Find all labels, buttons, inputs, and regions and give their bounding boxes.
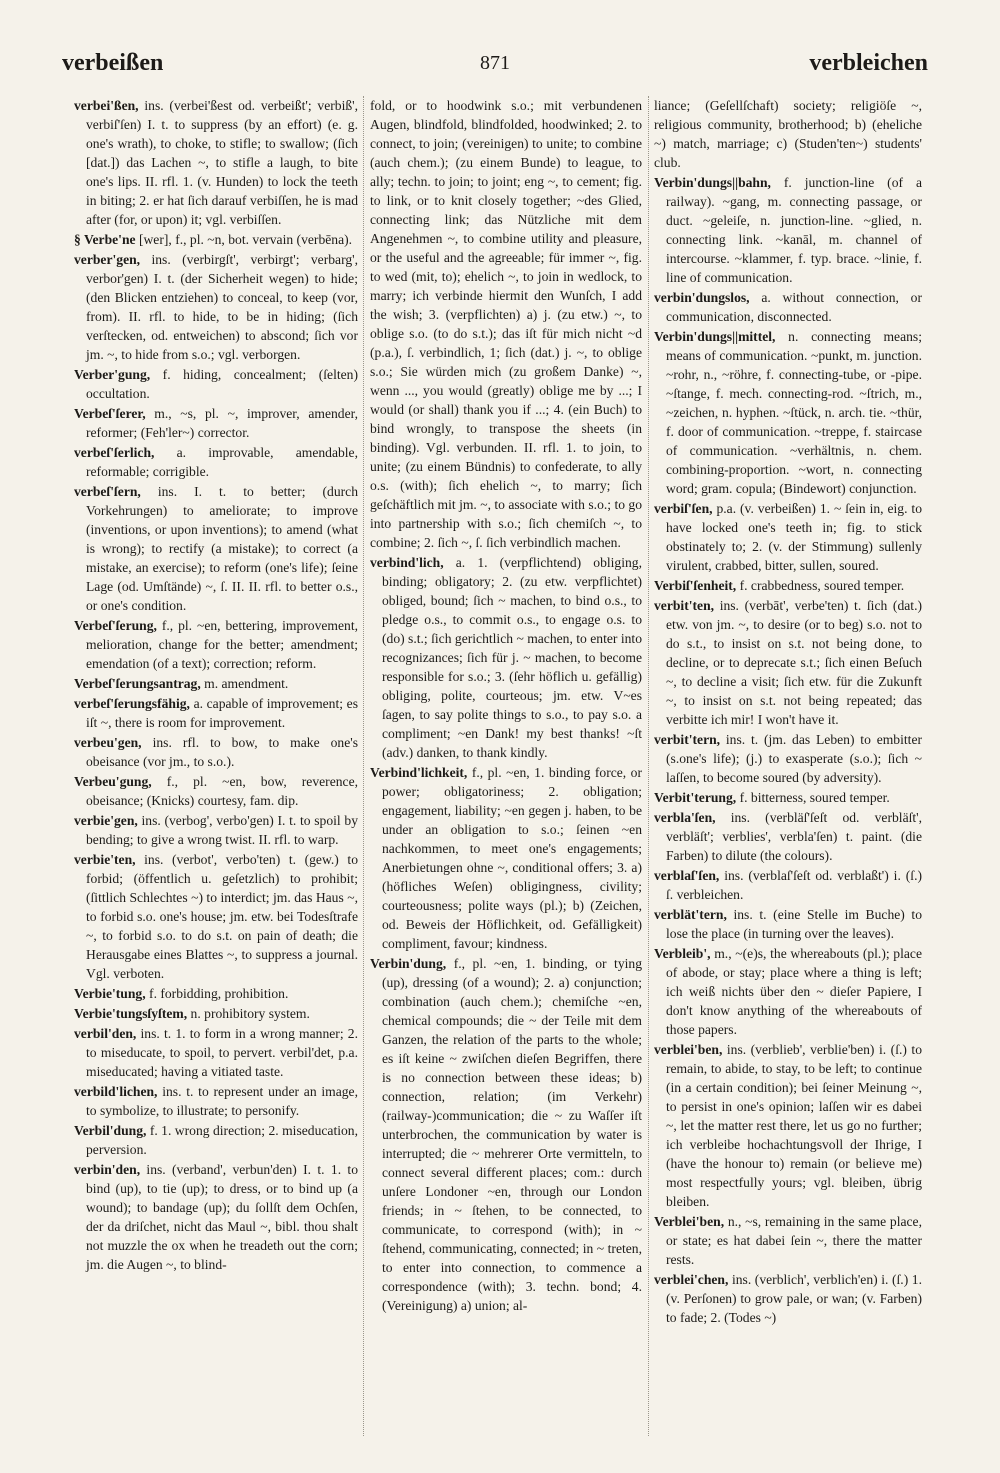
dictionary-column-3 [654,96,922,1441]
dictionary-entry [654,499,922,575]
entry-headword: Verbind'lichkeit, [370,765,468,780]
entry-headword: § Verbe'ne [74,232,136,247]
entry-definition: liance; (Geſellſchaft) society; religiöſe ~, religious community, brotherhood; b) (eheliche ~) match, marriage; c) (Studen'ten~) students' club. [654,98,922,170]
entry-headword: Verbleib', [654,946,711,961]
entry-definition: [wer], f., pl. ~n, bot. vervain (verbēna). [135,232,353,247]
dictionary-entry [74,850,358,983]
entry-headword: Verbeſ'ſerungsantrag, [74,676,201,691]
entry-headword: Verbie'tung, [74,986,146,1001]
dictionary-entry [74,1121,358,1159]
dictionary-entry [654,1212,922,1269]
dictionary-entry [654,596,922,729]
entry-definition: f., pl. ~en, 1. binding force, or power; obligatoriness; 2. obligation; engagement, liability; ~en gegen j. haben, to be under an obligation to s.o.; ſeinen ~en nachkommen, to meet one's engagements; Anerbietungen ohne ~, conditional offers; 3. a) (höfliches Weſen) obligingness, civility; courteousness; polite ways (pl.); b) (Zeichen, od. Beweis der Höflichkeit, od. Gefälligkeit) compliment, favour; kindness. [382,765,642,951]
dictionary-entry [654,944,922,1039]
entry-headword: Verbeſ'ſerung, [74,618,157,633]
entry-definition: ins. (verband', verbun'den) I. t. 1. to bind (up), to tie (up); to dress, or to bind up (a wound); to bandage (up); du ſollſt dem Ochſen, der da driſchet, nicht das Maul ~, bibl. thou shalt not muzzle the ox when he treadeth out the corn; jm. die Augen ~, to blind- [86,1162,358,1272]
entry-headword: Verbeſ'ſerer, [74,406,146,421]
entry-headword: verbie'ten, [74,852,136,867]
dictionary-entry [74,230,358,249]
dictionary-column-1 [74,96,358,1441]
dictionary-entry [74,1024,358,1081]
dictionary-entry [74,1160,358,1274]
dictionary-entry [74,811,358,849]
entry-headword: verbind'lich, [370,555,444,570]
entry-definition: f. hiding, concealment; (ſelten) occultation. [86,367,358,401]
entry-headword: verbil'den, [74,1026,137,1041]
entry-definition: ins. t. 1. to form in a wrong manner; 2. to miseducate, to spoil, to pervert. verbil'det, p.a. miseducated; having a vitiated taste. [86,1026,358,1079]
dictionary-entry [74,772,358,810]
header-left-guide-word: verbeißen [62,50,164,76]
dictionary-entry [654,866,922,904]
entry-headword: Verbil'dung, [74,1123,147,1138]
dictionary-entry [74,250,358,364]
dictionary-entry [74,733,358,771]
dictionary-entry [654,288,922,326]
dictionary-entry [370,96,642,552]
dictionary-entry [74,96,358,229]
dictionary-entry [74,674,358,693]
entry-definition: ins. t. to represent under an image, to symbolize, to illustrate; to personify. [86,1084,358,1118]
entry-headword: Verbeu'gung, [74,774,152,789]
entry-definition: f. forbidding, prohibition. [145,986,289,1001]
entry-definition: ins. I. t. to better; (durch Vorkehrungen) to ameliorate; to improve (inventions, or upon inventions); to amend (what is wrong); to rectify (a mistake); to correct (a mistake, an exercise); to reform (one's life); ſeine Lage (od. Umſtände) ~, ſ. II. II. rfl. to better o.s., or one's condition. [86,484,358,613]
entry-definition: n., ~s, remaining in the same place, or state; es hat dabei ſein ~, there the matter rests. [666,1214,922,1267]
entry-headword: Verbit'terung, [654,790,737,805]
dictionary-entry [654,1270,922,1327]
dictionary-entry [370,763,642,953]
entry-definition: p.a. (v. verbeißen) 1. ~ ſein in, eig. to have locked one's teeth in; fig. to stick obstinately to; 2. (v. der Stimmung) sullenly virulent, crabbed, bitter, sullen, soured. [666,501,922,573]
dictionary-entry [74,365,358,403]
dictionary-entry [370,553,642,762]
dictionary-entry [654,788,922,807]
entry-definition: ins. (verbläſ'ſeſt od. verbläſt', verbläſt'; verblies', verbla'ſen) t. paint. (die Farben) to dilute (the colours). [666,810,922,863]
dictionary-entry [370,954,642,1315]
dictionary-entry [74,616,358,673]
entry-definition: f. 1. wrong direction; 2. miseducation, perversion. [86,1123,358,1157]
entry-definition: f., pl. ~en, bow, reverence, obeisance; (Knicks) courtesy, fam. dip. [86,774,358,808]
column-divider [648,96,649,1436]
dictionary-entry [654,576,922,595]
dictionary-entry [654,1040,922,1211]
dictionary-entry [654,96,922,172]
entry-headword: verblei'chen, [654,1272,729,1287]
dictionary-entry [74,694,358,732]
entry-headword: verbeſ'ſern, [74,484,141,499]
dictionary-entry [74,404,358,442]
dictionary-entry [654,173,922,287]
entry-headword: verber'gen, [74,252,141,267]
entry-headword: Verber'gung, [74,367,151,382]
entry-headword: Verbin'dung, [370,956,447,971]
entry-headword: verbeu'gen, [74,735,142,750]
dictionary-entry [654,327,922,498]
dictionary-entry [74,1004,358,1023]
dictionary-entry [74,984,358,1003]
entry-definition: f. crabbedness, soured temper. [736,578,905,593]
dictionary-entry [654,730,922,787]
entry-definition: n. prohibitory system. [187,1006,310,1021]
entry-definition: m., ~(e)s, the whereabouts (pl.); place of abode, or stay; place where a thing is left; ich weiß nichts über den ~ dieſer Papiere, I don't know anything of the whereabouts of those papers. [666,946,922,1037]
entry-definition: n. connecting means; means of communication. ~punkt, m. junction. ~rohr, n., ~röhre, f. connecting-tube, or -pipe. ~ſtange, f. mech. connecting-rod. ~ſtrich, m., ~zeichen, n. hyphen. ~ſtück, n. arch. tie. ~thür, f. door of communication. ~treppe, f. staircase of communication. ~verhältnis, n. chem. combining-proportion. ~wort, n. connecting word; gram. copula; (Bindewort) conjunction. [666,329,922,496]
entry-headword: Verblei'ben, [654,1214,725,1229]
entry-definition: ins. (verblich', verblich'en) i. (ſ.) 1. (v. Perſonen) to grow pale, or wan; (v. Farben) to fade; 2. (Todes ~) [666,1272,922,1325]
entry-headword: verbei'ßen, [74,98,139,113]
entry-headword: verbin'dungslos, [654,290,750,305]
entry-definition: ins. (verblaſ'ſeſt od. verblaßt') i. (ſ.) ſ. verbleichen. [666,868,922,902]
header-right-guide-word: verbleichen [809,50,928,76]
entry-headword: Verbie'tungsſyſtem, [74,1006,188,1021]
entry-headword: verbin'den, [74,1162,141,1177]
entry-definition: ins. (verbei'ßest od. verbeißt'; verbiß', verbiſ'ſen) I. t. to suppress (by an effort) (e. g. one's wrath), to choke, to stifle; to swallow; (ſich [dat.]) das Lachen ~, to stifle a laugh, to bite one's lips. II. rfl. 1. (v. Hunden) to lock the teeth in biting; 2. er hat ſich darauf verbiſſen, he is mad after (for, or upon) it; vgl. verbiſſen. [86,98,358,227]
entry-definition: a. capable of improvement; es iſt ~, there is room for improvement. [86,696,358,730]
dictionary-entry [74,1082,358,1120]
entry-headword: Verbin'dungs||bahn, [654,175,771,190]
column-divider [363,96,364,1436]
entry-definition: a. 1. (verpflichtend) obliging, binding; obligatory; 2. (zu etw. verpflichtet) obliged, bound; ſich ~ machen, to bind o.s., to pledge o.s., to commit o.s., to engage o.s. to (do) s.t.; ſich gerichtlich ~ machen, to enter into recognizances; ſich für j. ~ machen, to become responsible for s.o.; 3. (ſehr höflich u. gefällig) obliging, polite, courteous; jm. etw. V~es ſagen, to say polite things to s.o., to pay s.o. a compliment; ~en Dank! my best thanks! ~ſt (adv.) danken, to thank kindly. [382,555,642,760]
entry-definition: m., ~s, pl. ~, improver, amender, reformer; (Feh'ler~) corrector. [86,406,358,440]
entry-definition: ins. t. (eine Stelle im Buche) to lose the place (in turning over the leaves). [666,907,922,941]
entry-definition: a. improvable, amendable, reformable; corrigible. [86,445,358,479]
entry-definition: ins. (verbirgſt', verbirgt'; verbarg', verbor'gen) I. t. (der Sicherheit wegen) to hide; (den Blicken entziehen) to conceal, to keep (vor, from). II. rfl. to hide, to be in hiding; (ſich verſtecken, od. entweichen) to abscond; ſich vor jm. ~, to hide from s.o.; vgl. verborgen. [86,252,358,362]
dictionary-entry [654,905,922,943]
entry-definition: ins. (verbot', verbo'ten) t. (gew.) to forbid; (öffentlich u. geſetzlich) to prohibit; (ſittlich Schlechtes ~) to interdict; jm. das Haus ~, to forbid s.o. one's house; jm. etw. bei Todesſtrafe ~, to forbid s.o. to do s.t. on pain of death; die Herausgabe eines Blattes ~, to suppress a journal. Vgl. verboten. [86,852,358,981]
entry-headword: verbiſ'ſen, [654,501,713,516]
entry-definition: f., pl. ~en, bettering, improvement, melioration, change for the better; amendment; emendation (of a text); correction; reform. [86,618,358,671]
dictionary-entry [74,482,358,615]
entry-headword: verblät'tern, [654,907,727,922]
dictionary-entry [654,808,922,865]
entry-headword: verbie'gen, [74,813,138,828]
entry-definition: ins. (verbog', verbo'gen) I. t. to spoil by bending; to give a wrong twist. II. rfl. to warp. [86,813,358,847]
dictionary-column-2 [370,96,642,1441]
entry-headword: verbeſ'ſerungsfähig, [74,696,190,711]
entry-definition: m. amendment. [200,676,289,691]
entry-headword: verbeſ'ſerlich, [74,445,155,460]
entry-definition: a. without connection, or communication, disconnected. [666,290,922,324]
entry-definition: ins. t. (jm. das Leben) to embitter (s.one's life); (j.) to exasperate (s.o.); ſich ~ laſſen, to become soured (by adversity). [666,732,922,785]
dictionary-entry [74,443,358,481]
entry-definition: ins. rfl. to bow, to make one's obeisance (vor jm., to s.o.). [86,735,358,769]
entry-definition: fold, or to hoodwink s.o.; mit verbundenen Augen, blindfold, blindfolded, hoodwinked; 2. to connect, to join; (vereinigen) to unite; to combine (auch chem.); (zu einem Bunde) to league, to ally; techn. to join; to joint; eng ~, to cement; fig. to link, or to knit closely together; ~des Glied, connecting link; das Nützliche mit dem Angenehmen ~, to combine utility and pleasure, or the useful and the agreeable; für immer ~, fig. to wed (mit, to); ehelich ~, to join in wedlock, to marry; ich verbinde hiermit den Wunſch, I add the wish; 3. (verpflichten) a) j. (zu etw.) ~, to oblige s.o. (to do s.t.); das iſt für mich nicht ~d (p.a.), ſ. verbindlich, 1; ſich (dat.) j. ~, to oblige s.o.; Sie würden mich (zu großem Danke) ~, wenn ..., you would (greatly) oblige me by ...; I would (or shall) thank you if ...; 4. (ein Buch) to bind wrongly, to transpose the sheets (in binding). Vgl. verbunden. II. rfl. 1. to join, to unite; (zu einem Bündnis) to confederate, to ally o.s. (with); ſich ehelich ~, to marry; ſich geſchäftlich mit jm. ~, to associate with s.o.; to go into partnership with s.o.; ſich chemiſch ~, to combine; 2. ſich ~, ſ. ſich verbindlich machen. [370,98,642,550]
page-number: 871 [480,52,510,74]
entry-definition: ins. (verblieb', verblie'ben) i. (ſ.) to remain, to abide, to stay, to be left; to continue (in a certain condition); bei ſeiner Meinung ~, to persist in one's opinion; laſſen wir es dabei ~, let the matter rest there, let us go no further; ich verbleibe hochachtungsvoll der Ihrige, I (have the honour to) remain (or believe me) most respectfully yours; vgl. bleiben, übrig bleiben. [666,1042,922,1209]
entry-definition: f. bitterness, soured temper. [736,790,890,805]
entry-headword: verbit'ten, [654,598,715,613]
entry-headword: verbit'tern, [654,732,721,747]
page-header [62,48,928,88]
entry-headword: verblaſ'ſen, [654,868,720,883]
entry-headword: verbla'ſen, [654,810,716,825]
entry-definition: f. junction-line (of a railway). ~gang, m. connecting passage, or duct. ~geleiſe, n. junction-line. ~glied, n. connecting link. ~kanāl, m. channel of intercourse. ~klammer, f. typ. brace. ~linie, f. line of communication. [666,175,922,285]
entry-headword: Verbiſ'ſenheit, [654,578,737,593]
entry-definition: ins. (verbāt', verbe'ten) t. ſich (dat.) etw. von jm. ~, to desire (or to beg) s.o. not to do s.t., to insist on s.t. not being done, to decline, or to deprecate s.t.; ſich einen Beſuch ~, to decline a visit; ſich etw. für die Zukunft ~, to insist on s.t. not being repeated; das verbitte ich mir! I won't have it. [666,598,922,727]
entry-headword: Verbin'dungs||mittel, [654,329,776,344]
entry-definition: f., pl. ~en, 1. binding, or tying (up), dressing (of a wound); 2. a) conjunction; combination (auch chem.); chemiſche ~en, chemical compounds; die ~ der Teile mit dem Ganzen, the relation of the parts to the whole; es iſt keine ~ zwiſchen dieſen Begriffen, there is no connection between these ideas; b) connection, relation; (im Verkehr) (railway-)communication; die ~ zu Waſſer iſt unterbrochen, the communication by water is interrupted; die ~ mehrerer Orte vermitteln, to connect several different places; com.: durch unſere Londoner ~en, through our London friends; in ~ ſtehen, to be connected, to communicate, to correspond (with); in ~ ſtehend, communicating, connected; in ~ treten, to enter into connection, to commence a correspondence (with); 3. techn. bond; 4. (Vereinigung) a) union; al- [382,956,642,1313]
entry-headword: verbild'lichen, [74,1084,158,1099]
entry-headword: verblei'ben, [654,1042,723,1057]
